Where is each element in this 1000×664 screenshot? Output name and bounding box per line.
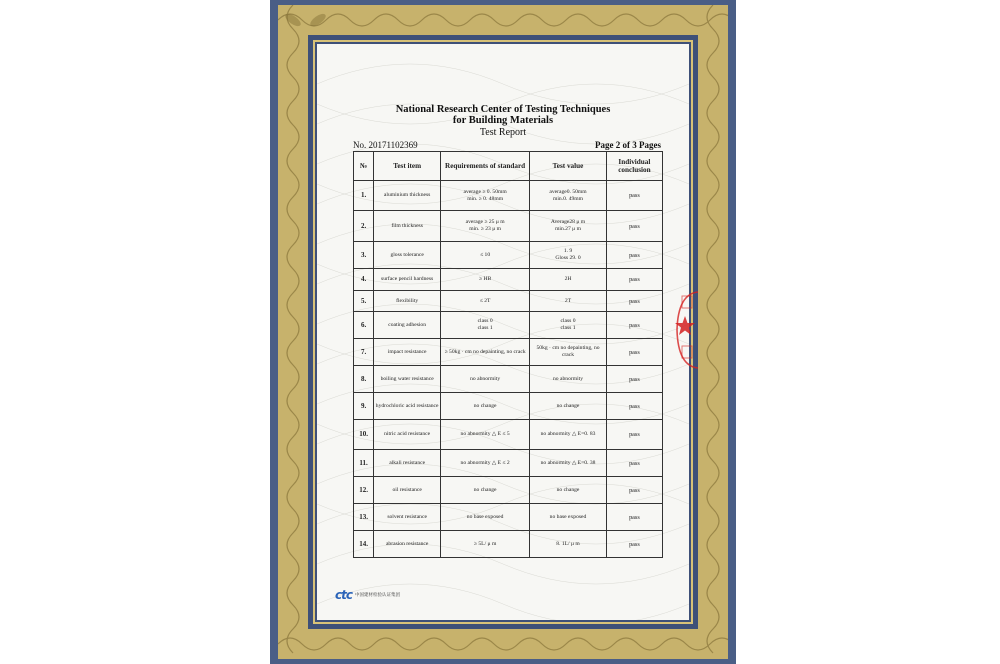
test-item-cell: oil resistance — [374, 477, 441, 504]
row-number-cell: 12. — [354, 477, 374, 504]
conclusion-cell: pass — [606, 242, 662, 269]
report-number: No. 20171102369 — [353, 140, 418, 150]
logo-text: 中国建材检验认证集团 — [354, 592, 400, 598]
test-item-cell: hydrochloric acid resistance — [374, 393, 441, 420]
requirement-cell: ≤ 10 — [441, 242, 530, 269]
test-item-cell: film thickness — [374, 211, 441, 242]
row-number-cell: 13. — [354, 504, 374, 531]
row-number-cell: 10. — [354, 420, 374, 450]
table-row — [354, 339, 663, 366]
report-title-line1: National Research Center of Testing Techniques — [395, 104, 611, 115]
table-row — [354, 450, 663, 477]
test-item-cell: impact resistance — [374, 339, 441, 366]
row-number-cell: 8. — [354, 366, 374, 393]
conclusion-cell: pass — [606, 531, 662, 558]
row-number-cell: 11. — [354, 450, 374, 477]
requirement-cell: class 0 class 1 — [441, 312, 530, 339]
test-item-cell: nitric acid resistance — [374, 420, 441, 450]
requirement-cell: ≥ HB — [441, 269, 530, 291]
test-item-cell: alkali resistance — [374, 450, 441, 477]
test-value-cell: no base exposed — [530, 504, 607, 531]
row-number-cell: 1. — [354, 181, 374, 211]
test-item-cell: aluminium thickness — [374, 181, 441, 211]
report-page — [317, 44, 689, 620]
row-number-cell: 2. — [354, 211, 374, 242]
test-value-cell: no abnormity — [530, 366, 607, 393]
test-value-cell: no abnormity △ E=0. 83 — [530, 420, 607, 450]
requirement-cell: no change — [441, 393, 530, 420]
conclusion-cell: pass — [606, 393, 662, 420]
red-seal-stamp — [674, 290, 698, 370]
test-item-cell: boiling water resistance — [374, 366, 441, 393]
table-row — [354, 393, 663, 420]
ctc-logo — [335, 588, 400, 602]
test-value-cell: Average28 μ m min.27 μ m — [530, 211, 607, 242]
page-indicator: Page 2 of 3 Pages — [595, 140, 661, 150]
requirement-cell: no base exposed — [441, 504, 530, 531]
report-title-line2: for Building Materials — [452, 115, 554, 126]
test-item-cell: abrasion resistance — [374, 531, 441, 558]
table-row — [354, 531, 663, 558]
table-row — [354, 211, 663, 242]
row-number-cell: 5. — [354, 291, 374, 312]
row-number-cell: 3. — [354, 242, 374, 269]
table-row — [354, 312, 663, 339]
test-value-cell: 2H — [530, 269, 607, 291]
test-value-cell: no change — [530, 393, 607, 420]
table-row — [354, 477, 663, 504]
requirement-cell: ≥ 50kg · cm no depainting, no crack — [441, 339, 530, 366]
conclusion-cell: pass — [606, 211, 662, 242]
test-value-cell: 50kg · cm no depainting, no crack — [530, 339, 607, 366]
column-header: Test item — [374, 152, 441, 181]
requirement-cell: average ≥ 0. 50mm min. ≥ 0. 48mm — [441, 181, 530, 211]
conclusion-cell: pass — [606, 339, 662, 366]
table-row — [354, 366, 663, 393]
test-value-cell: 1. 9 Gloss 29. 0 — [530, 242, 607, 269]
table-row — [354, 269, 663, 291]
test-item-cell: surface pencil hardness — [374, 269, 441, 291]
test-item-cell: coating adhesion — [374, 312, 441, 339]
test-value-cell: no abnormity △ E=0. 38 — [530, 450, 607, 477]
row-number-cell: 14. — [354, 531, 374, 558]
conclusion-cell: pass — [606, 291, 662, 312]
conclusion-cell: pass — [606, 269, 662, 291]
test-item-cell: gloss tolerance — [374, 242, 441, 269]
column-header: Individual conclusion — [606, 152, 662, 181]
requirement-cell: no change — [441, 477, 530, 504]
table-row — [354, 242, 663, 269]
test-value-cell: 8. 1L/ μ m — [530, 531, 607, 558]
report-subtitle: Test Report — [479, 127, 527, 138]
test-results-table — [353, 151, 663, 558]
requirement-cell: no abnormity △ E ≤ 5 — [441, 420, 530, 450]
table-header-row — [354, 152, 663, 181]
requirement-cell: no abnormity — [441, 366, 530, 393]
column-header: Test value — [530, 152, 607, 181]
requirement-cell: ≤ 2T — [441, 291, 530, 312]
row-number-cell: 7. — [354, 339, 374, 366]
row-number-cell: 4. — [354, 269, 374, 291]
test-value-cell: class 0 class 1 — [530, 312, 607, 339]
table-row — [354, 504, 663, 531]
table-row — [354, 181, 663, 211]
conclusion-cell: pass — [606, 420, 662, 450]
requirement-cell: average ≥ 25 μ m min. ≥ 23 μ m — [441, 211, 530, 242]
conclusion-cell: pass — [606, 312, 662, 339]
column-header: № — [354, 152, 374, 181]
table-row — [354, 420, 663, 450]
conclusion-cell: pass — [606, 181, 662, 211]
conclusion-cell: pass — [606, 504, 662, 531]
test-value-cell: no change — [530, 477, 607, 504]
table-row — [354, 291, 663, 312]
test-value-cell: 2T — [530, 291, 607, 312]
conclusion-cell: pass — [606, 477, 662, 504]
logo-mark: ctc — [335, 588, 352, 602]
row-number-cell: 9. — [354, 393, 374, 420]
conclusion-cell: pass — [606, 450, 662, 477]
requirement-cell: no abnormity △ E ≤ 2 — [441, 450, 530, 477]
column-header: Requirements of standard — [441, 152, 530, 181]
conclusion-cell: pass — [606, 366, 662, 393]
test-item-cell: solvent resistance — [374, 504, 441, 531]
requirement-cell: ≥ 5L/ μ m — [441, 531, 530, 558]
test-value-cell: average0. 50mm min.0. 49mm — [530, 181, 607, 211]
test-item-cell: flexibility — [374, 291, 441, 312]
row-number-cell: 6. — [354, 312, 374, 339]
